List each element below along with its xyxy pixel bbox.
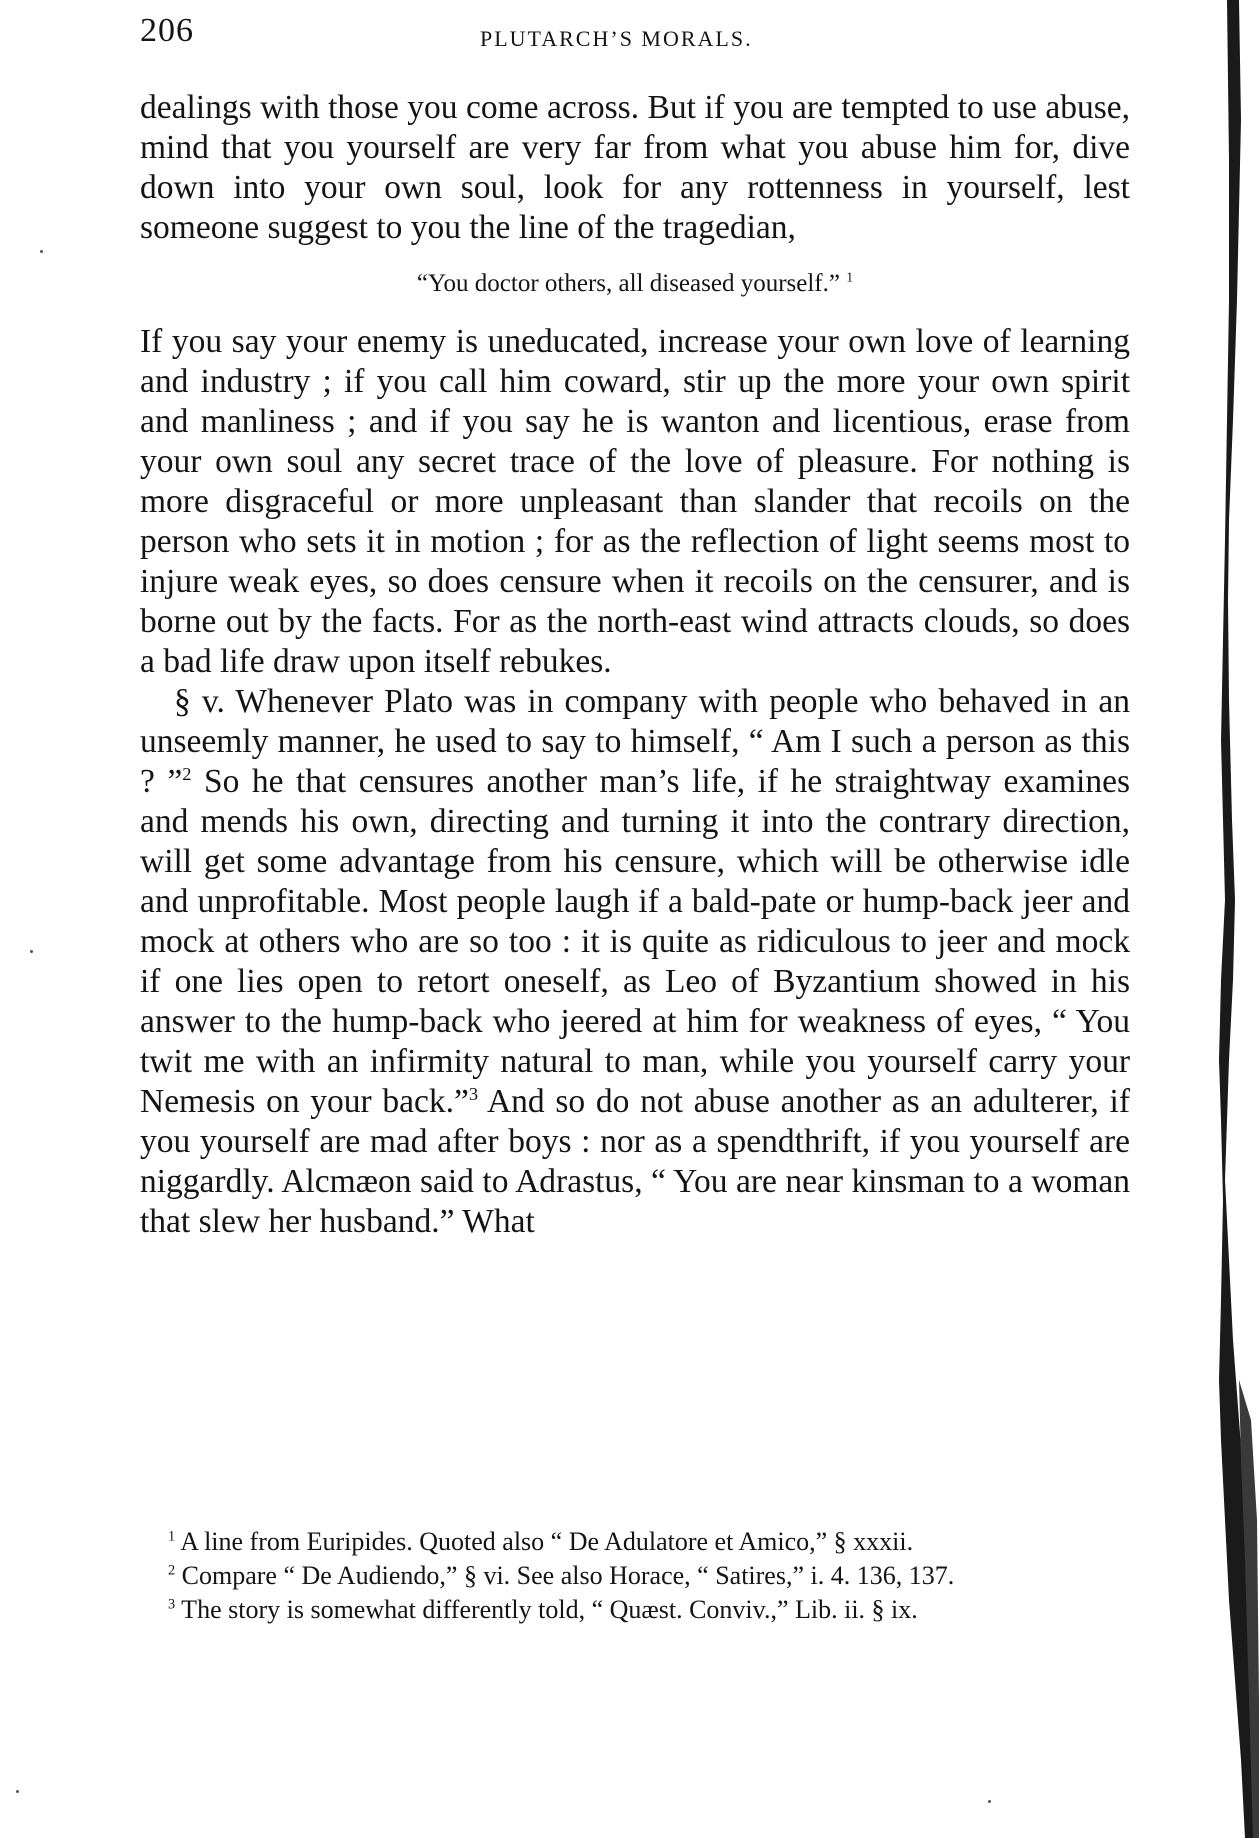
paragraph-3-part-a: § v. Whenever Plato was in company with people who behaved in an unseemly manner, he used to say to himself, “ Am I such a person as this ? ” <box>140 683 1130 800</box>
main-text <box>140 88 1130 1242</box>
footnote-mark: 2 <box>168 1562 176 1579</box>
footnote-text: The story is somewhat differently told, “ Quæst. Conviv.,” Lib. ii. § ix. <box>175 1595 918 1624</box>
footnote-mark: 3 <box>168 1596 176 1613</box>
paragraph-3-part-b: So he that censures another man’s life, if he straightway examines and mends his own, directing and turning it into the contrary direction, will get some advantage from his censure, which will be otherwise idle and unprofitable. Most people laugh if a bald-pate or hump-back jeer and mock at others who are so too : it is quite as ridiculous to jeer and mock if one lies open to retort oneself, as Leo of Byzantium showed in his answer to the hump-back who jeered at him for weakness of eyes, “ You twit me with an infirmity natural to man, while you yourself carry your Nemesis on your back.” <box>140 763 1130 1120</box>
paragraph-3 <box>140 682 1130 1242</box>
paragraph-3-part-c: And so do not abuse another as an adulterer, if you yourself are mad after boys : nor as a spendthrift, if you yourself are niggardly. Alcmæon said to Adrastus, “ You are near kinsman to a woman that slew her husband.” What <box>140 1083 1130 1240</box>
paragraph-1: dealings with those you come across. But if you are tempted to use abuse, mind that you yourself are very far from what you abuse him for, dive down into your own soul, look for any rottenness in yourself, lest someone suggest to you the line of the tragedian, <box>140 89 1130 246</box>
paragraph-2: If you say your enemy is uneducated, increase your own love of learning and industry ; if you call him coward, stir up the more your own spirit and manliness ; and if you say he is wanton and licentious, erase from your own soul any secret trace of the love of pleasure. For nothing is more disgraceful or more unpleasant than slander that recoils on the person who sets it in motion ; for as the reflection of light seems most to injure weak eyes, so does censure when it recoils on the censurer, and is borne out by the facts. For as the north-east wind attracts clouds, so does a bad life draw upon itself rebukes. <box>140 323 1130 680</box>
paper-speck <box>988 1800 991 1803</box>
footnote-ref-3: 3 <box>468 1083 479 1104</box>
paper-speck <box>30 950 33 953</box>
footnote-3 <box>140 1594 1130 1626</box>
footnote-ref-2: 2 <box>182 763 192 784</box>
footnote-1 <box>140 1526 1130 1558</box>
paper-speck <box>16 1790 19 1793</box>
footnote-text: A line from Euripides. Quoted also “ De Adulatore et Amico,” § xxxii. <box>175 1527 914 1556</box>
running-head: PLUTARCH’S MORALS. <box>480 26 753 51</box>
footnote-ref-1: 1 <box>846 269 854 285</box>
footnote-2 <box>140 1560 1130 1592</box>
page-binding-shadow <box>1199 0 1259 1838</box>
verse-quote <box>140 268 1130 300</box>
paper-speck <box>40 250 43 253</box>
page-number: 206 <box>140 12 194 49</box>
footnote-mark: 1 <box>168 1528 176 1545</box>
footnotes <box>140 1526 1130 1628</box>
page-header <box>140 12 1130 54</box>
quote-text: “You doctor others, all diseased yourself.” <box>416 270 840 297</box>
footnote-text: Compare “ De Audiendo,” § vi. See also Horace, “ Satires,” i. 4. 136, 137. <box>175 1561 955 1590</box>
